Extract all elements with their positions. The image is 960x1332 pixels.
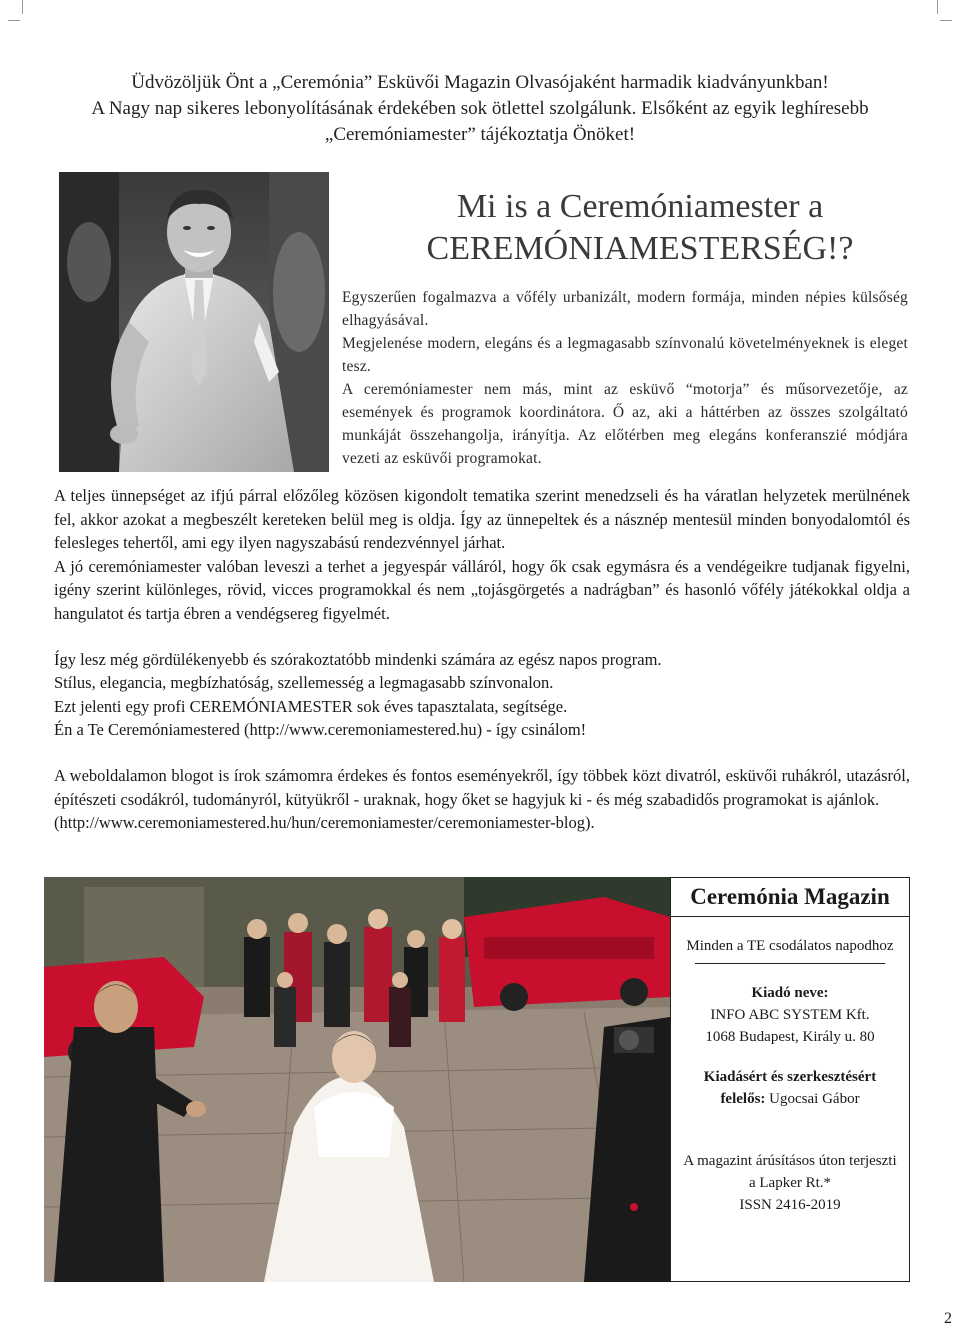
portrait-illustration	[59, 172, 329, 472]
body-paragraph: A jó ceremóniamester valóban leveszi a terhet a jegyespár válláról, hogy ők csak egymásra és a vendégeikre tudjanak figyelni, igény szerint különleges, rövid, vicces programokkal és nem „tojásgörgetés a nadrágban” és hasonló vőfély játékokkal oldja a hangulatot és tartja ébren a vendégsereg figyelmét.	[54, 556, 910, 623]
side-paragraph: Egyszerűen fogalmazva a vőfély urbanizált, modern formája, minden népies külsőség elhagyásával.	[342, 289, 908, 329]
magazine-info-box	[670, 877, 910, 1282]
page-number: 2	[944, 1310, 952, 1327]
heading-line-2: CEREMÓNIAMESTERSÉG!?	[426, 230, 854, 267]
heading-line-1: Mi is a Ceremóniamester a	[456, 188, 824, 225]
wedding-illustration	[44, 877, 670, 1282]
publisher-label: Kiadó neve:	[751, 985, 829, 1001]
responsible-name: Ugocsai Gábor	[769, 1091, 860, 1107]
body-paragraph: Stílus, elegancia, megbízhatóság, szellemesség a legmagasabb színvonalon.	[54, 673, 554, 693]
tagline: Minden a TE csodálatos napodhoz	[686, 938, 894, 954]
side-paragraph: Megjelenése modern, elegáns és a legmagasabb színvonalú követelményeknek is eleget tesz.	[342, 335, 908, 375]
distribution-note: A magazint árúsításos úton terjeszti a Lapker Rt.*	[683, 1153, 897, 1191]
intro-line-2: A Nagy nap sikeres lebonyolításának érdekében sok ötlettel szolgálunk. Elsőként az egyik leghíresebb	[91, 98, 869, 119]
intro-line-1: Üdvözöljük Önt a „Ceremónia” Esküvői Magazin Olvasójaként harmadik kiadványunkban!	[131, 72, 829, 93]
intro-line-3: „Ceremóniamester” tájékoztatja Önöket!	[324, 124, 636, 145]
body-paragraph: A weboldalamon blogot is írok számomra érdekes és fontos eseményekről, így többek közt divatról, esküvői ruhákról, utazásról, építészeti csodákról, tudományról, kütyükről - uraknak, hogy őket se hagyjuk ki - és még szabadidős programokat is ajánlok.	[54, 765, 910, 809]
intro	[40, 70, 920, 148]
article-body	[54, 484, 910, 835]
magazine-title: Ceremónia Magazin	[690, 884, 890, 909]
responsible-label: Kiadásért és szerkesztésért felelős:	[703, 1069, 877, 1107]
portrait-photo	[59, 172, 329, 472]
side-paragraph: A ceremóniamester nem más, mint az esküvő “motorja” és műsorvezetője, az események és programok koordinátora. Ő az, aki a háttérben az összes szolgáltató munkáját összehangolja, irányítja. Az előtérben meg elegáns konferanszié módjára vezeti az esküvői programokat.	[342, 381, 908, 467]
body-paragraph: Ezt jelenti egy profi CEREMÓNIAMESTER sok éves tapasztalata, segítsége.	[54, 696, 568, 716]
blog-link: (http://www.ceremoniamestered.hu/hun/ceremoniamester/ceremoniamester-blog).	[54, 813, 595, 833]
body-paragraph: Így lesz még gördülékenyebb és szórakoztatóbb mindenki számára az egész napos program.	[54, 649, 662, 669]
article-heading	[340, 186, 940, 270]
wedding-photo	[44, 877, 670, 1282]
side-text	[342, 286, 908, 470]
publisher-address: 1068 Budapest, Király u. 80	[705, 1029, 875, 1045]
publisher-name: INFO ABC SYSTEM Kft.	[710, 1007, 870, 1023]
body-paragraph: A teljes ünnepséget az ifjú párral előzőleg közösen kigondolt tematika szerint menedzseli és ha váratlan helyzetek merülnének fel, akkor azokat a megbeszélt kereteken belül meg is oldja. Így az ünnepeltek és a násznép mentesül minden bonyodalomtól és felesleges tehertől, ami egy ilyen nagyszabású rendezvénnyel járhat.	[54, 486, 910, 553]
issn: ISSN 2416-2019	[739, 1197, 841, 1213]
website-line: Én a Te Ceremóniamestered (http://www.ceremoniamestered.hu) - így csinálom!	[54, 720, 587, 740]
